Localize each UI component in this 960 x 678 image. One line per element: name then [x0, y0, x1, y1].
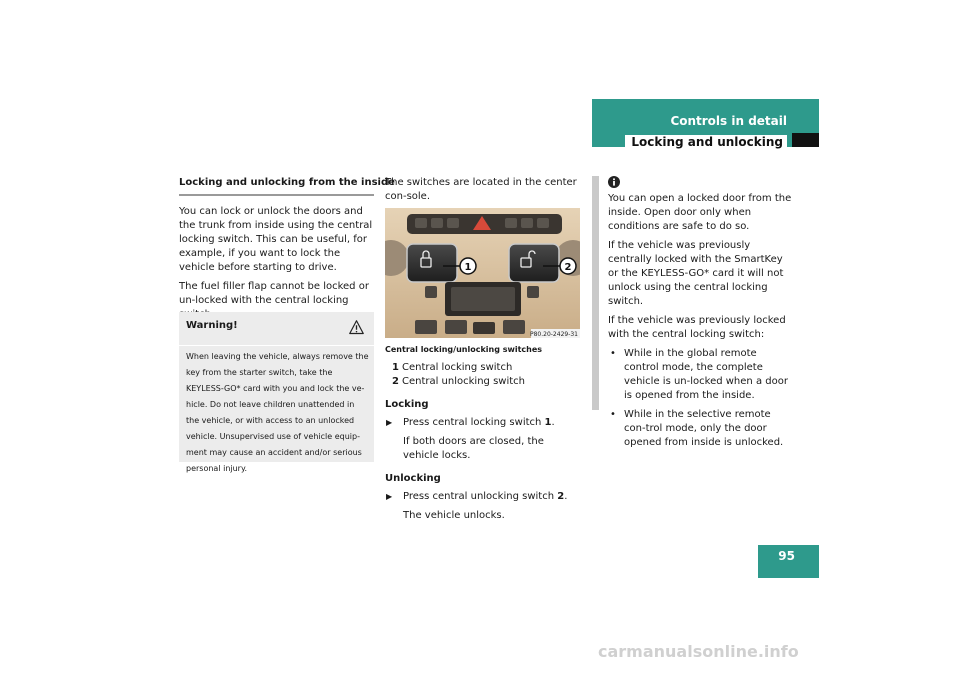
callout-2-label: 2	[564, 262, 572, 273]
info-icon	[608, 176, 620, 188]
list-item: • While in the selective remote con-trol mode, only the door opened from inside is unlocked.	[608, 408, 793, 450]
watermark: carmanualsonline.info	[598, 642, 799, 661]
switch-location-text: The switches are located in the center con-sole.	[385, 177, 577, 202]
unlocking-step-end: .	[564, 491, 568, 502]
chapter-header	[592, 99, 819, 147]
unlocking-result: The vehicle unlocks.	[403, 510, 505, 521]
unlocking-step	[385, 490, 580, 504]
legend-item	[385, 375, 580, 389]
warning-divider	[179, 345, 374, 346]
info-side-bar	[592, 176, 599, 410]
main-text-column	[179, 176, 395, 327]
unlocking-step-text: Press central unlocking switch	[403, 491, 558, 502]
locking-step	[385, 416, 580, 430]
header-marker	[792, 133, 819, 147]
figure-code: P80.20-2429-31	[529, 331, 578, 338]
figure-caption: Central locking/unlocking switches	[385, 345, 543, 354]
locking-result: If both doors are closed, the vehicle locks.	[403, 436, 544, 461]
legend-number: 2	[392, 376, 399, 387]
chapter-title: Controls in detail	[670, 114, 787, 128]
warning-triangle-icon	[349, 320, 364, 335]
switches-column	[385, 176, 580, 528]
warning-title: Warning!	[186, 320, 238, 331]
locking-step-end: .	[551, 417, 555, 428]
info-column	[608, 176, 793, 455]
legend-text: Central locking switch	[401, 362, 513, 373]
warning-text: When leaving the vehicle, always remove the key from the starter switch, take the KEYLESS-GO* card with you and lock the ve-hicle. Do not leave children unattended in the vehicle, or with access to an unlocked vehicle. Unsupervised use of vehicle equip-ment may cause an accident and/or serious personal injury.	[186, 352, 369, 473]
intro-paragraph: You can lock or unlock the doors and the trunk from inside using the central locking switch. This can be useful, for example, if you want to lock the vehicle before starting to drive.	[179, 206, 373, 273]
legend-number: 1	[392, 362, 399, 373]
page-number: 95	[778, 549, 795, 563]
legend-item	[385, 361, 580, 375]
info-paragraph: You can open a locked door from the inside. Open door only when conditions are safe to do so.	[608, 193, 792, 232]
locking-step-text: Press central locking switch	[403, 417, 545, 428]
section-heading: Locking and unlocking from the inside	[179, 176, 374, 196]
info-paragraph: If the vehicle was previously locked with the central locking switch:	[608, 315, 786, 340]
info-bullet-list	[608, 347, 793, 450]
center-console-photo	[385, 208, 580, 338]
unlocking-heading: Unlocking	[385, 473, 441, 484]
unlocking-step-ref: 2	[557, 491, 565, 502]
legend-text: Central unlocking switch	[401, 376, 525, 387]
list-item: • While in the global remote control mode, the complete vehicle is un-locked when a door is opened from the inside.	[608, 347, 793, 403]
fuel-flap-paragraph: The fuel filler flap cannot be locked or un-locked with the central locking	[179, 281, 369, 306]
locking-heading: Locking	[385, 399, 429, 410]
console-illustration	[385, 208, 580, 338]
page-number-box	[758, 545, 819, 578]
info-paragraph: If the vehicle was previously centrally locked with the SmartKey or the KEYLESS-GO* card it will not unlock using the central locking switch.	[608, 240, 784, 307]
warning-box	[179, 312, 374, 473]
callout-1-label: 1	[464, 262, 472, 273]
locking-step-ref: 1	[544, 417, 552, 428]
section-title: Locking and unlocking	[625, 135, 787, 149]
